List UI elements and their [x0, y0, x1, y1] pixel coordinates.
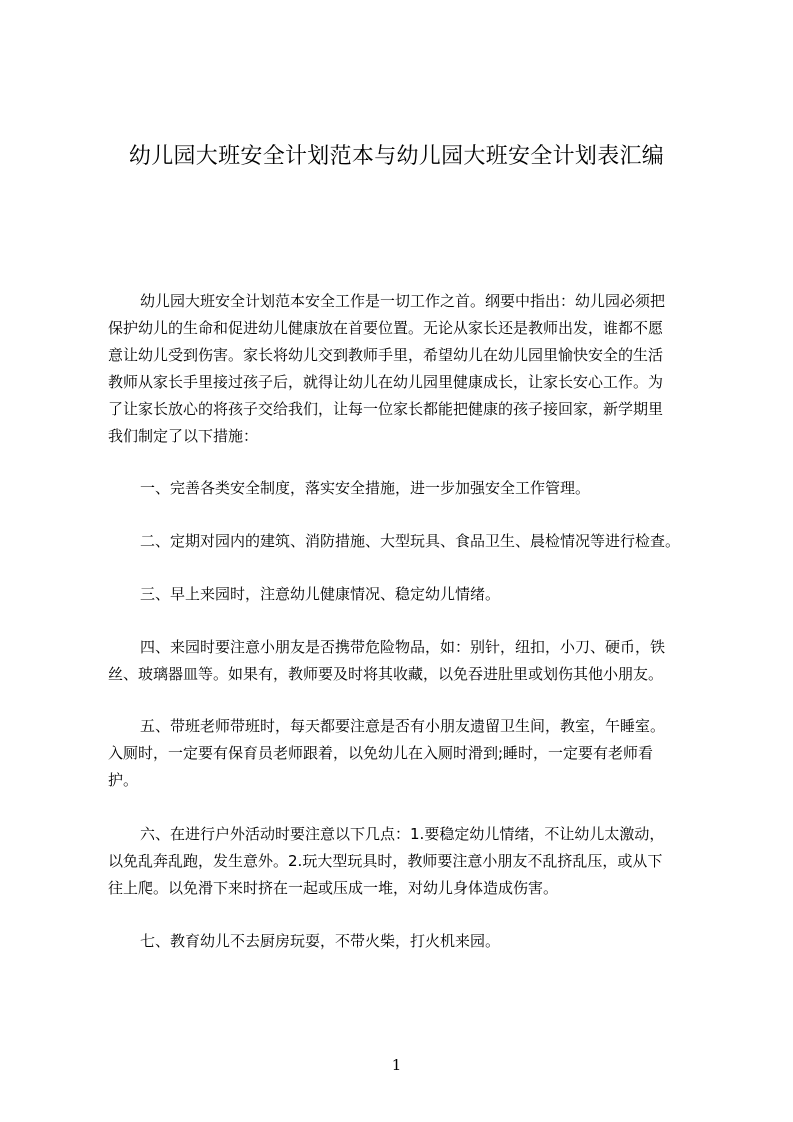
paragraph-line: 二、定期对园内的建筑、消防措施、大型玩具、食品卫生、晨检情况等进行检查。: [140, 532, 681, 550]
paragraph-line: 一、完善各类安全制度，落实安全措施，进一步加强安全工作管理。: [140, 479, 591, 497]
paragraph-line: 教师从家长手里接过孩子后，就得让幼儿在幼儿园里健康成长，让家长安心工作。为: [108, 373, 664, 391]
paragraph-line: 以免乱奔乱跑，发生意外。2.玩大型玩具时，教师要注意小朋友不乱挤乱压，或从下: [108, 852, 663, 870]
paragraph-line: 七、教育幼儿不去厨房玩耍，不带火柴，打火机来园。: [140, 932, 501, 950]
paragraph-line: 入厕时，一定要有保育员老师跟着，以免幼儿在入厕时滑到;睡时，一定要有老师看: [108, 744, 654, 762]
paragraph-line: 了让家长放心的将孩子交给我们，让每一位家长都能把健康的孩子接回家，新学期里: [108, 400, 664, 418]
paragraph-line: 六、在进行户外活动时要注意以下几点：1.要稳定幼儿情绪，不让幼儿太激动，: [140, 825, 665, 843]
page-number: 1: [391, 1056, 402, 1074]
paragraph-line: 三、早上来园时，注意幼儿健康情况、稳定幼儿情绪。: [140, 585, 501, 603]
paragraph-line: 丝、玻璃器皿等。如果有，教师要及时将其收藏，以免吞进肚里或划伤其他小朋友。: [108, 665, 664, 683]
paragraph-line: 五、带班老师带班时，每天都要注意是否有小朋友遗留卫生间，教室，午睡室。: [140, 717, 666, 735]
paragraph-line: 保护幼儿的生命和促进幼儿健康放在首要位置。无论从家长还是教师出发，谁都不愿: [108, 319, 664, 337]
paragraph-line: 往上爬。以免滑下来时挤在一起或压成一堆，对幼儿身体造成伤害。: [108, 879, 559, 897]
paragraph-line: 意让幼儿受到伤害。家长将幼儿交到教师手里，希望幼儿在幼儿园里愉快安全的生活: [108, 346, 664, 364]
paragraph-line: 四、来园时要注意小朋友是否携带危险物品，如：别针，纽扣，小刀、硬币，铁: [140, 638, 666, 656]
paragraph-line: 我们制定了以下措施：: [108, 427, 259, 445]
paragraph-line: 幼儿园大班安全计划范本安全工作是一切工作之首。纲要中指出：幼儿园必须把: [140, 292, 666, 310]
paragraph-line: 护。: [108, 771, 139, 789]
document-title: 幼儿园大班安全计划范本与幼儿园大班安全计划表汇编: [128, 144, 665, 169]
